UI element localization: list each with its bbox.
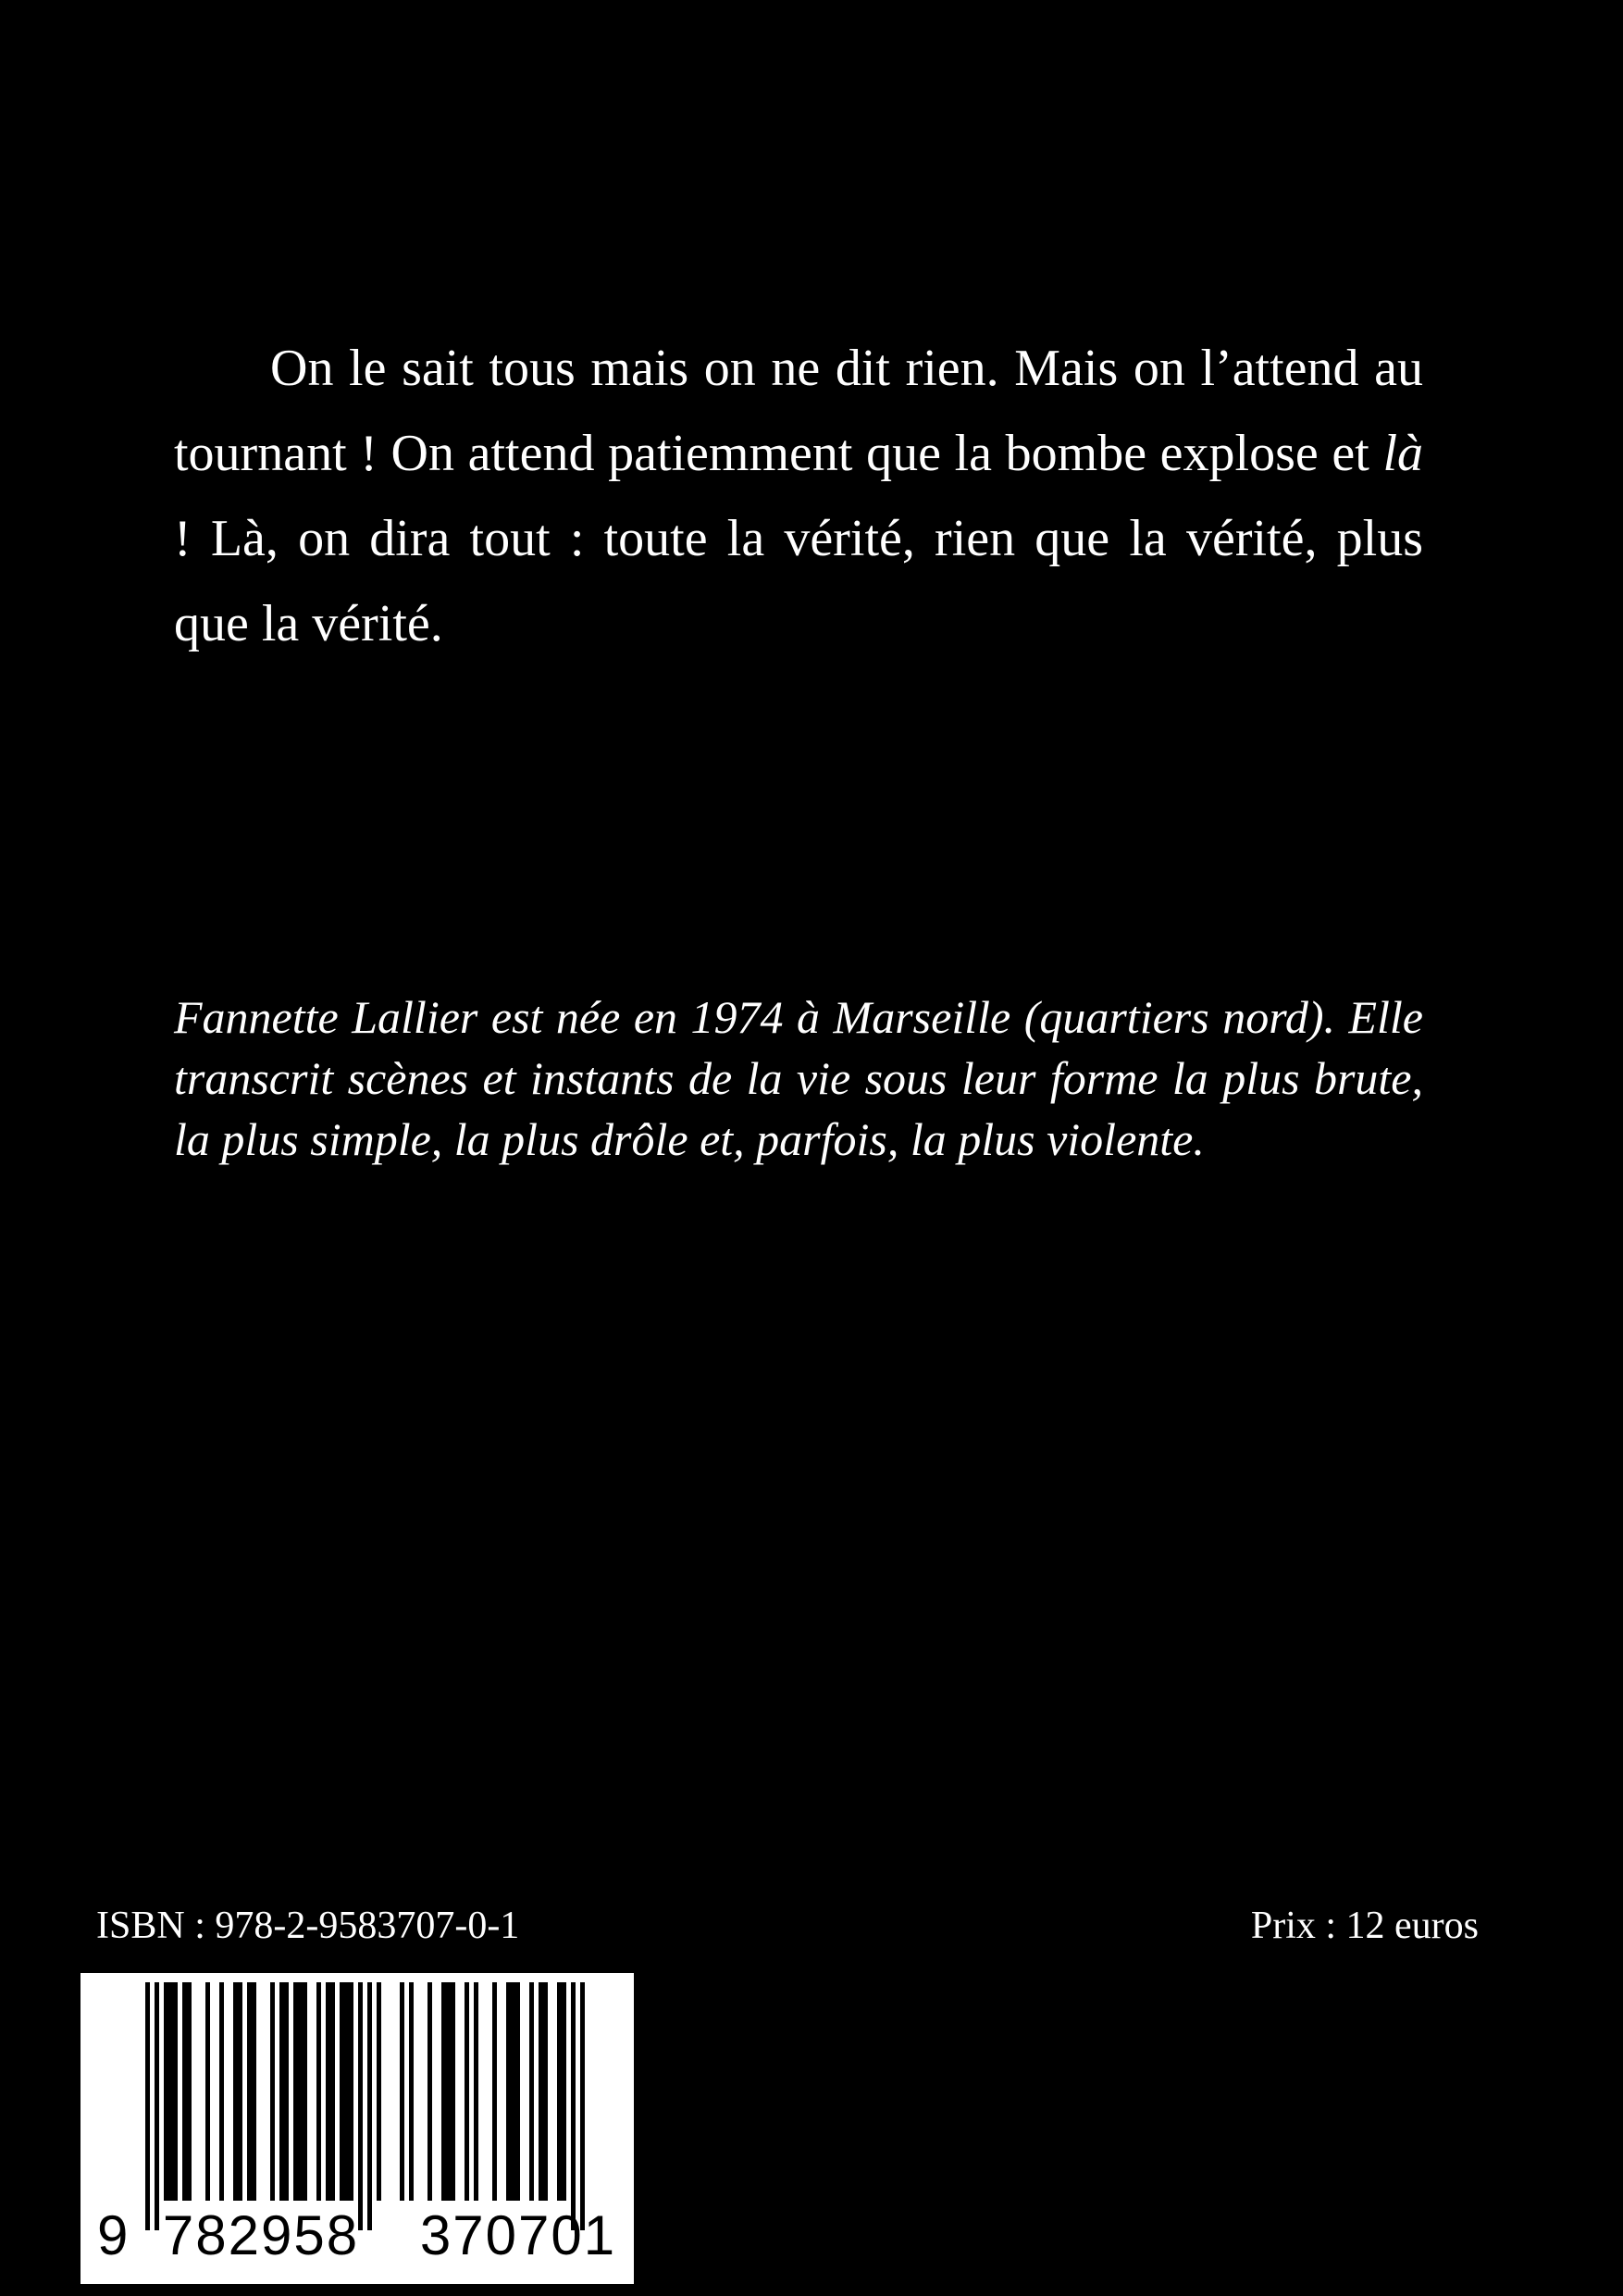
barcode-bar [270, 1982, 275, 2201]
barcode-bar [529, 1982, 534, 2201]
barcode-bar [233, 1982, 242, 2201]
barcode-bar [441, 1982, 455, 2201]
barcode-right-digits: 370701 [419, 2204, 617, 2266]
barcode-bar [539, 1982, 548, 2201]
barcode-bar [219, 1982, 224, 2201]
barcode-bar [400, 1982, 404, 2201]
barcode-left-digits: 782958 [162, 2204, 360, 2266]
barcode-bar [506, 1982, 520, 2201]
barcode-guard-bar [145, 1982, 150, 2230]
barcode-first-digit: 9 [97, 2204, 129, 2266]
barcode-guard-bar [155, 1982, 159, 2230]
barcode-bar [279, 1982, 289, 2201]
back-cover-blurb [174, 326, 1423, 666]
blurb-emphasis: là [1382, 425, 1423, 482]
blurb-text-start: On le sait tous mais on ne dit rien. Mais on l’attend au tournant ! On attend patiemment que la bombe explose et [174, 340, 1423, 482]
barcode-bar [326, 1982, 335, 2201]
barcode-bar [293, 1982, 307, 2201]
barcode-guard-bar [367, 1982, 372, 2230]
barcode-bar [205, 1982, 210, 2201]
barcode-bar [474, 1982, 478, 2201]
author-bio: Fannette Lallier est née en 1974 à Marseille (quartiers nord). Elle transcrit scènes et instants de la vie sous leur forme la plus brute, la plus simple, la plus drôle et, parfois, la plus violente. [174, 991, 1423, 1165]
barcode-bar [182, 1982, 192, 2201]
barcode-bar [340, 1982, 353, 2201]
barcode-bar [465, 1982, 469, 2201]
barcode-bar [492, 1982, 497, 2201]
blurb-text-end: ! Là, on dira tout : toute la vérité, rien que la vérité, plus que la vérité. [174, 510, 1423, 652]
price-label: Prix : 12 euros [1250, 1905, 1479, 1947]
barcode-guard-bar [580, 1982, 585, 2230]
barcode-bar [427, 1982, 432, 2201]
barcode-bar [557, 1982, 566, 2201]
barcode-bar [247, 1982, 256, 2201]
barcode-bar [164, 1982, 178, 2201]
barcode-bar [409, 1982, 414, 2201]
barcode-bar [316, 1982, 321, 2201]
isbn-label: ISBN : 978-2-9583707-0-1 [96, 1905, 520, 1947]
barcode-guard-bar [358, 1982, 363, 2230]
barcode-guard-bar [571, 1982, 576, 2230]
isbn-barcode [81, 1973, 634, 2284]
barcode-bar [377, 1982, 381, 2201]
